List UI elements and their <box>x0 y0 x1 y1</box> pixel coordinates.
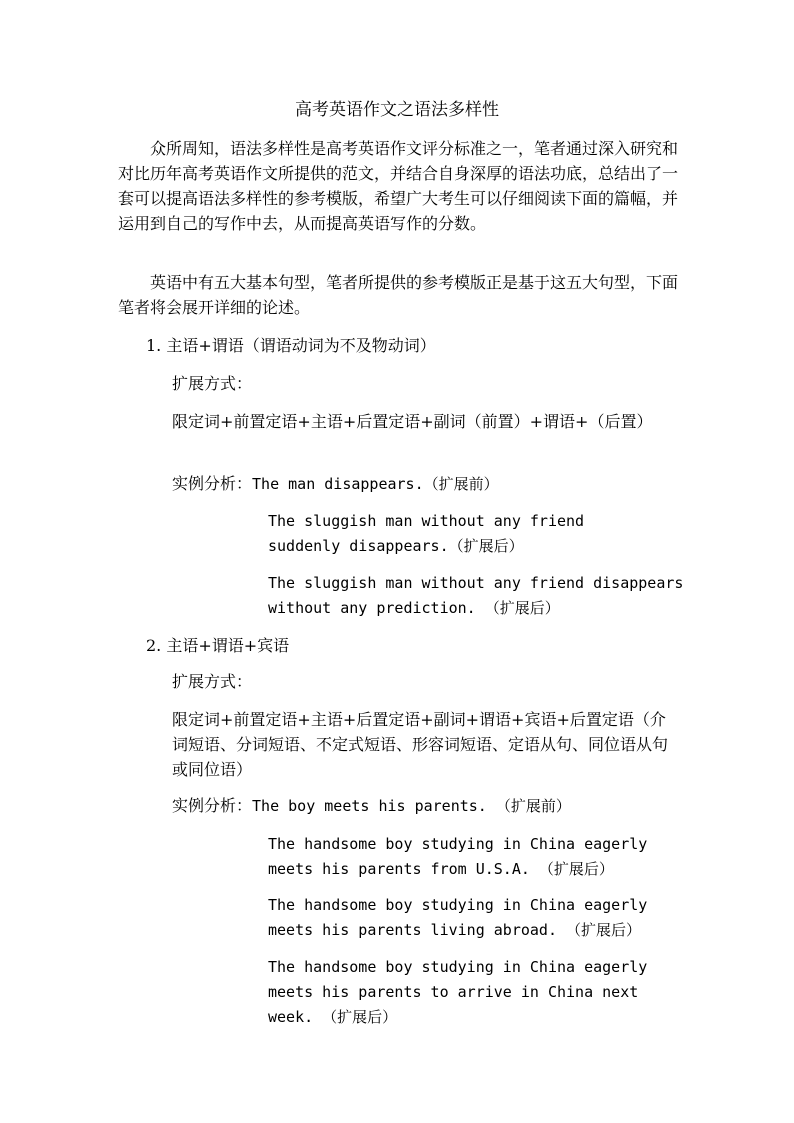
section-1-expansion-2: The sluggish man without any friend disappears without any prediction. （扩展后） <box>268 574 684 617</box>
section-2-method-label: 扩展方式： <box>172 672 253 691</box>
section-2-example <box>172 793 571 819</box>
section-2-example-label: 实例分析： <box>172 796 253 815</box>
section-1-example-text: The man disappears.（扩展前） <box>252 475 499 493</box>
section-2-expansion-3: The handsome boy studying in China eagerly meets his parents to arrive in China next week. （扩展后） <box>268 958 648 1026</box>
section-1-example <box>172 471 499 497</box>
section-2-example-text: The boy meets his parents. （扩展前） <box>252 797 571 815</box>
section-1-example-label: 实例分析： <box>172 474 253 493</box>
section-2-expansion-2: The handsome boy studying in China eagerly meets his parents living abroad. （扩展后） <box>268 896 648 939</box>
section-2-expansion-1: The handsome boy studying in China eagerly meets his parents from U.S.A. （扩展后） <box>268 835 648 878</box>
document-title: 高考英语作文之语法多样性 <box>295 100 499 120</box>
section-2-heading: 2. 主语+谓语+宾语 <box>146 636 290 655</box>
second-paragraph: 英语中有五大基本句型，笔者所提供的参考模版正是基于这五大句型，下面笔者将会展开详细的论述。 <box>118 273 679 317</box>
section-1-expansion-1: The sluggish man without any friend suddenly disappears.（扩展后） <box>268 512 585 555</box>
section-2-method-text: 限定词+前置定语+主语+后置定语+副词+谓语+宾语+后置定语（介词短语、分词短语、不定式短语、形容词短语、定语从句、同位语从句或同位语） <box>172 710 669 779</box>
section-1-method-text: 限定词+前置定语+主语+后置定语+副词（前置）+谓语+（后置） <box>172 412 653 431</box>
intro-paragraph: 众所周知，语法多样性是高考英语作文评分标准之一，笔者通过深入研究和对比历年高考英语作文所提供的范文，并结合自身深厚的语法功底，总结出了一套可以提高语法多样性的参考模版，希望广大考生可以仔细阅读下面的篇幅，并运用到自己的写作中去，从而提高英语写作的分数。 <box>118 139 679 233</box>
section-1-method-label: 扩展方式： <box>172 374 253 393</box>
section-1-heading: 1. 主语+谓语（谓语动词为不及物动词） <box>146 336 436 355</box>
